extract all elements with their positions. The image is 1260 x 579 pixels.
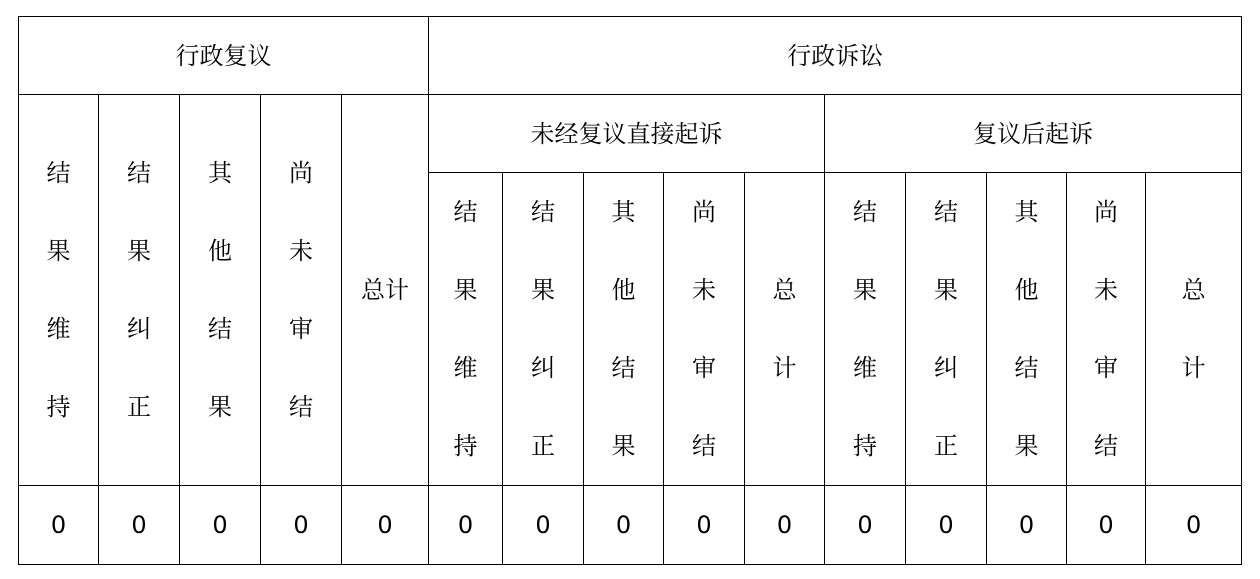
after-total-header: 总 计	[1146, 173, 1242, 486]
after-pending-header: 尚 未 审 结	[1067, 173, 1146, 486]
value-cell: 0	[180, 486, 261, 565]
direct-other-header: 其 他 结 果	[584, 173, 664, 486]
direct-corrected-header: 结 果 纠 正	[503, 173, 584, 486]
value-cell: 0	[1067, 486, 1146, 565]
admin-litigation-header: 行政诉讼	[429, 17, 1242, 95]
value-cell: 0	[825, 486, 906, 565]
value-cell: 0	[906, 486, 987, 565]
review-pending-header: 尚 未 审 结	[261, 95, 342, 486]
value-cell: 0	[987, 486, 1067, 565]
value-cell: 0	[261, 486, 342, 565]
direct-suit-header: 未经复议直接起诉	[429, 95, 825, 173]
value-cell: 0	[503, 486, 584, 565]
statistics-table	[18, 16, 1242, 565]
review-total-header: 总计	[342, 95, 429, 486]
direct-maintained-header: 结 果 维 持	[429, 173, 503, 486]
value-cell: 0	[745, 486, 825, 565]
review-other-header: 其 他 结 果	[180, 95, 261, 486]
value-cell: 0	[99, 486, 180, 565]
value-cell: 0	[342, 486, 429, 565]
after-other-header: 其 他 结 果	[987, 173, 1067, 486]
review-corrected-header: 结 果 纠 正	[99, 95, 180, 486]
value-cell: 0	[1146, 486, 1242, 565]
direct-total-header: 总 计	[745, 173, 825, 486]
value-cell: 0	[429, 486, 503, 565]
after-review-suit-header: 复议后起诉	[825, 95, 1242, 173]
after-maintained-header: 结 果 维 持	[825, 173, 906, 486]
direct-pending-header: 尚 未 审 结	[664, 173, 745, 486]
value-cell: 0	[584, 486, 664, 565]
after-corrected-header: 结 果 纠 正	[906, 173, 987, 486]
value-cell: 0	[664, 486, 745, 565]
review-maintained-header: 结 果 维 持	[19, 95, 99, 486]
admin-review-header: 行政复议	[19, 17, 429, 95]
value-cell: 0	[19, 486, 99, 565]
